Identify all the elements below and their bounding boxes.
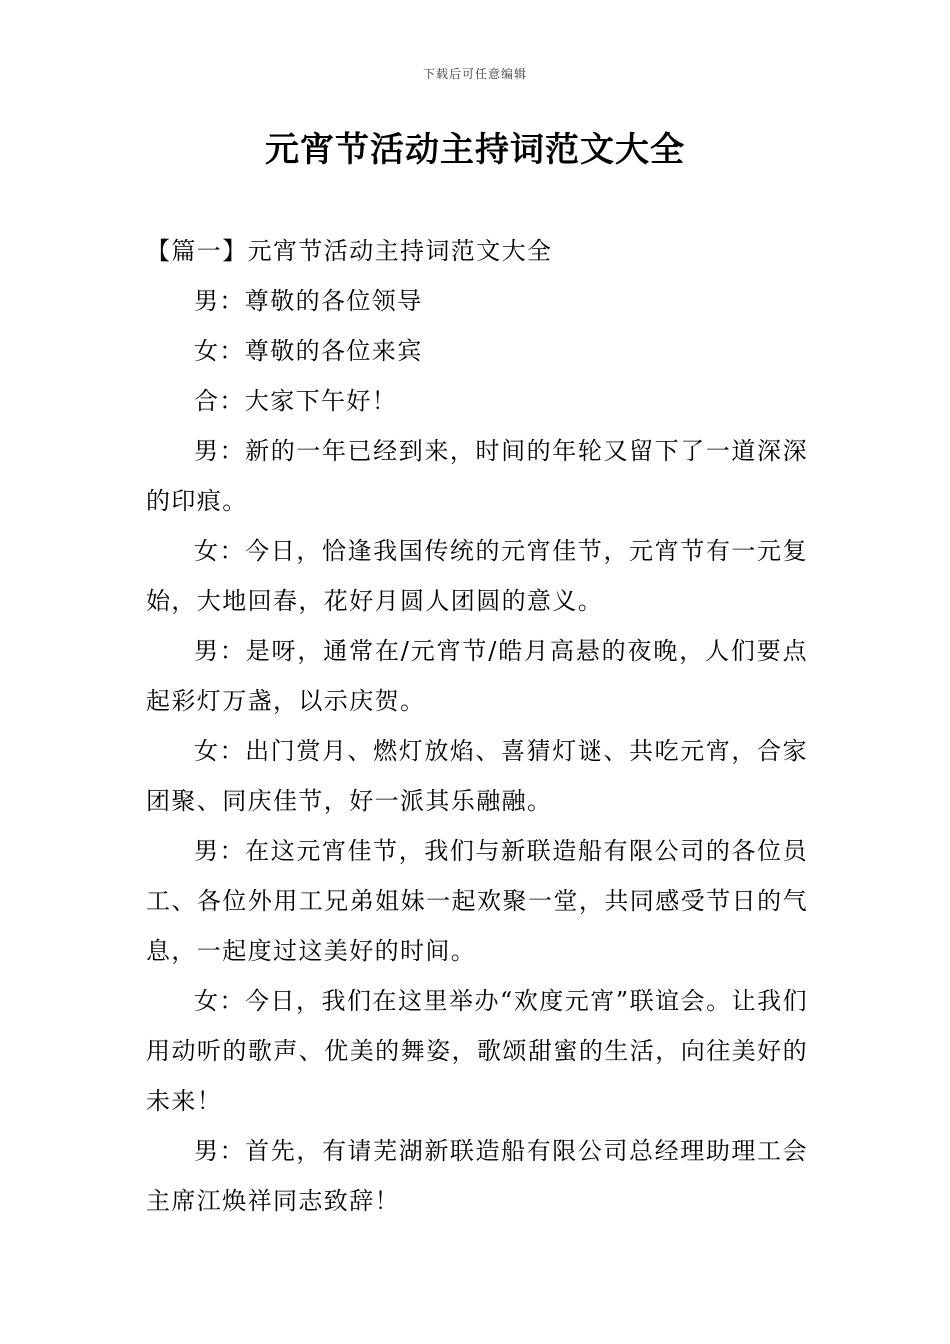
document-title: 元宵节活动主持词范文大全 bbox=[265, 130, 685, 170]
section-heading: 【篇一】元宵节活动主持词范文大全 bbox=[146, 237, 553, 265]
paragraph: 男：在这元宵佳节，我们与新联造船有限公司的各位员工、各位外用工兄弟姐妹一起欢聚一堂，共同感受节日的气息，一起度过这美好的时间。 bbox=[146, 837, 808, 965]
paragraph: 男：新的一年已经到来，时间的年轮又留下了一道深深的印痕。 bbox=[146, 437, 808, 515]
document-body bbox=[146, 226, 808, 1226]
paragraph: 合：大家下午好！ bbox=[194, 387, 398, 415]
paragraph: 女：今日，我们在这里举办“欢度元宵”联谊会。让我们用动听的歌声、优美的舞姿，歌颂甜蜜的生活，向往美好的未来！ bbox=[146, 987, 808, 1115]
paragraph: 男：首先，有请芜湖新联造船有限公司总经理助理工会主席江焕祥同志致辞！ bbox=[146, 1137, 808, 1215]
paragraph: 女：尊敬的各位来宾 bbox=[194, 337, 423, 365]
header-note: 下载后可任意编辑 bbox=[422, 67, 527, 81]
paragraph: 女：今日，恰逢我国传统的元宵佳节，元宵节有一元复始，大地回春，花好月圆人团圆的意义。 bbox=[146, 537, 808, 615]
paragraph: 男：是呀，通常在/元宵节/皓月高悬的夜晚，人们要点起彩灯万盏，以示庆贺。 bbox=[146, 637, 808, 715]
paragraph: 男：尊敬的各位领导 bbox=[194, 287, 423, 315]
paragraph: 女：出门赏月、燃灯放焰、喜猜灯谜、共吃元宵，合家团聚、同庆佳节，好一派其乐融融。 bbox=[146, 737, 808, 815]
